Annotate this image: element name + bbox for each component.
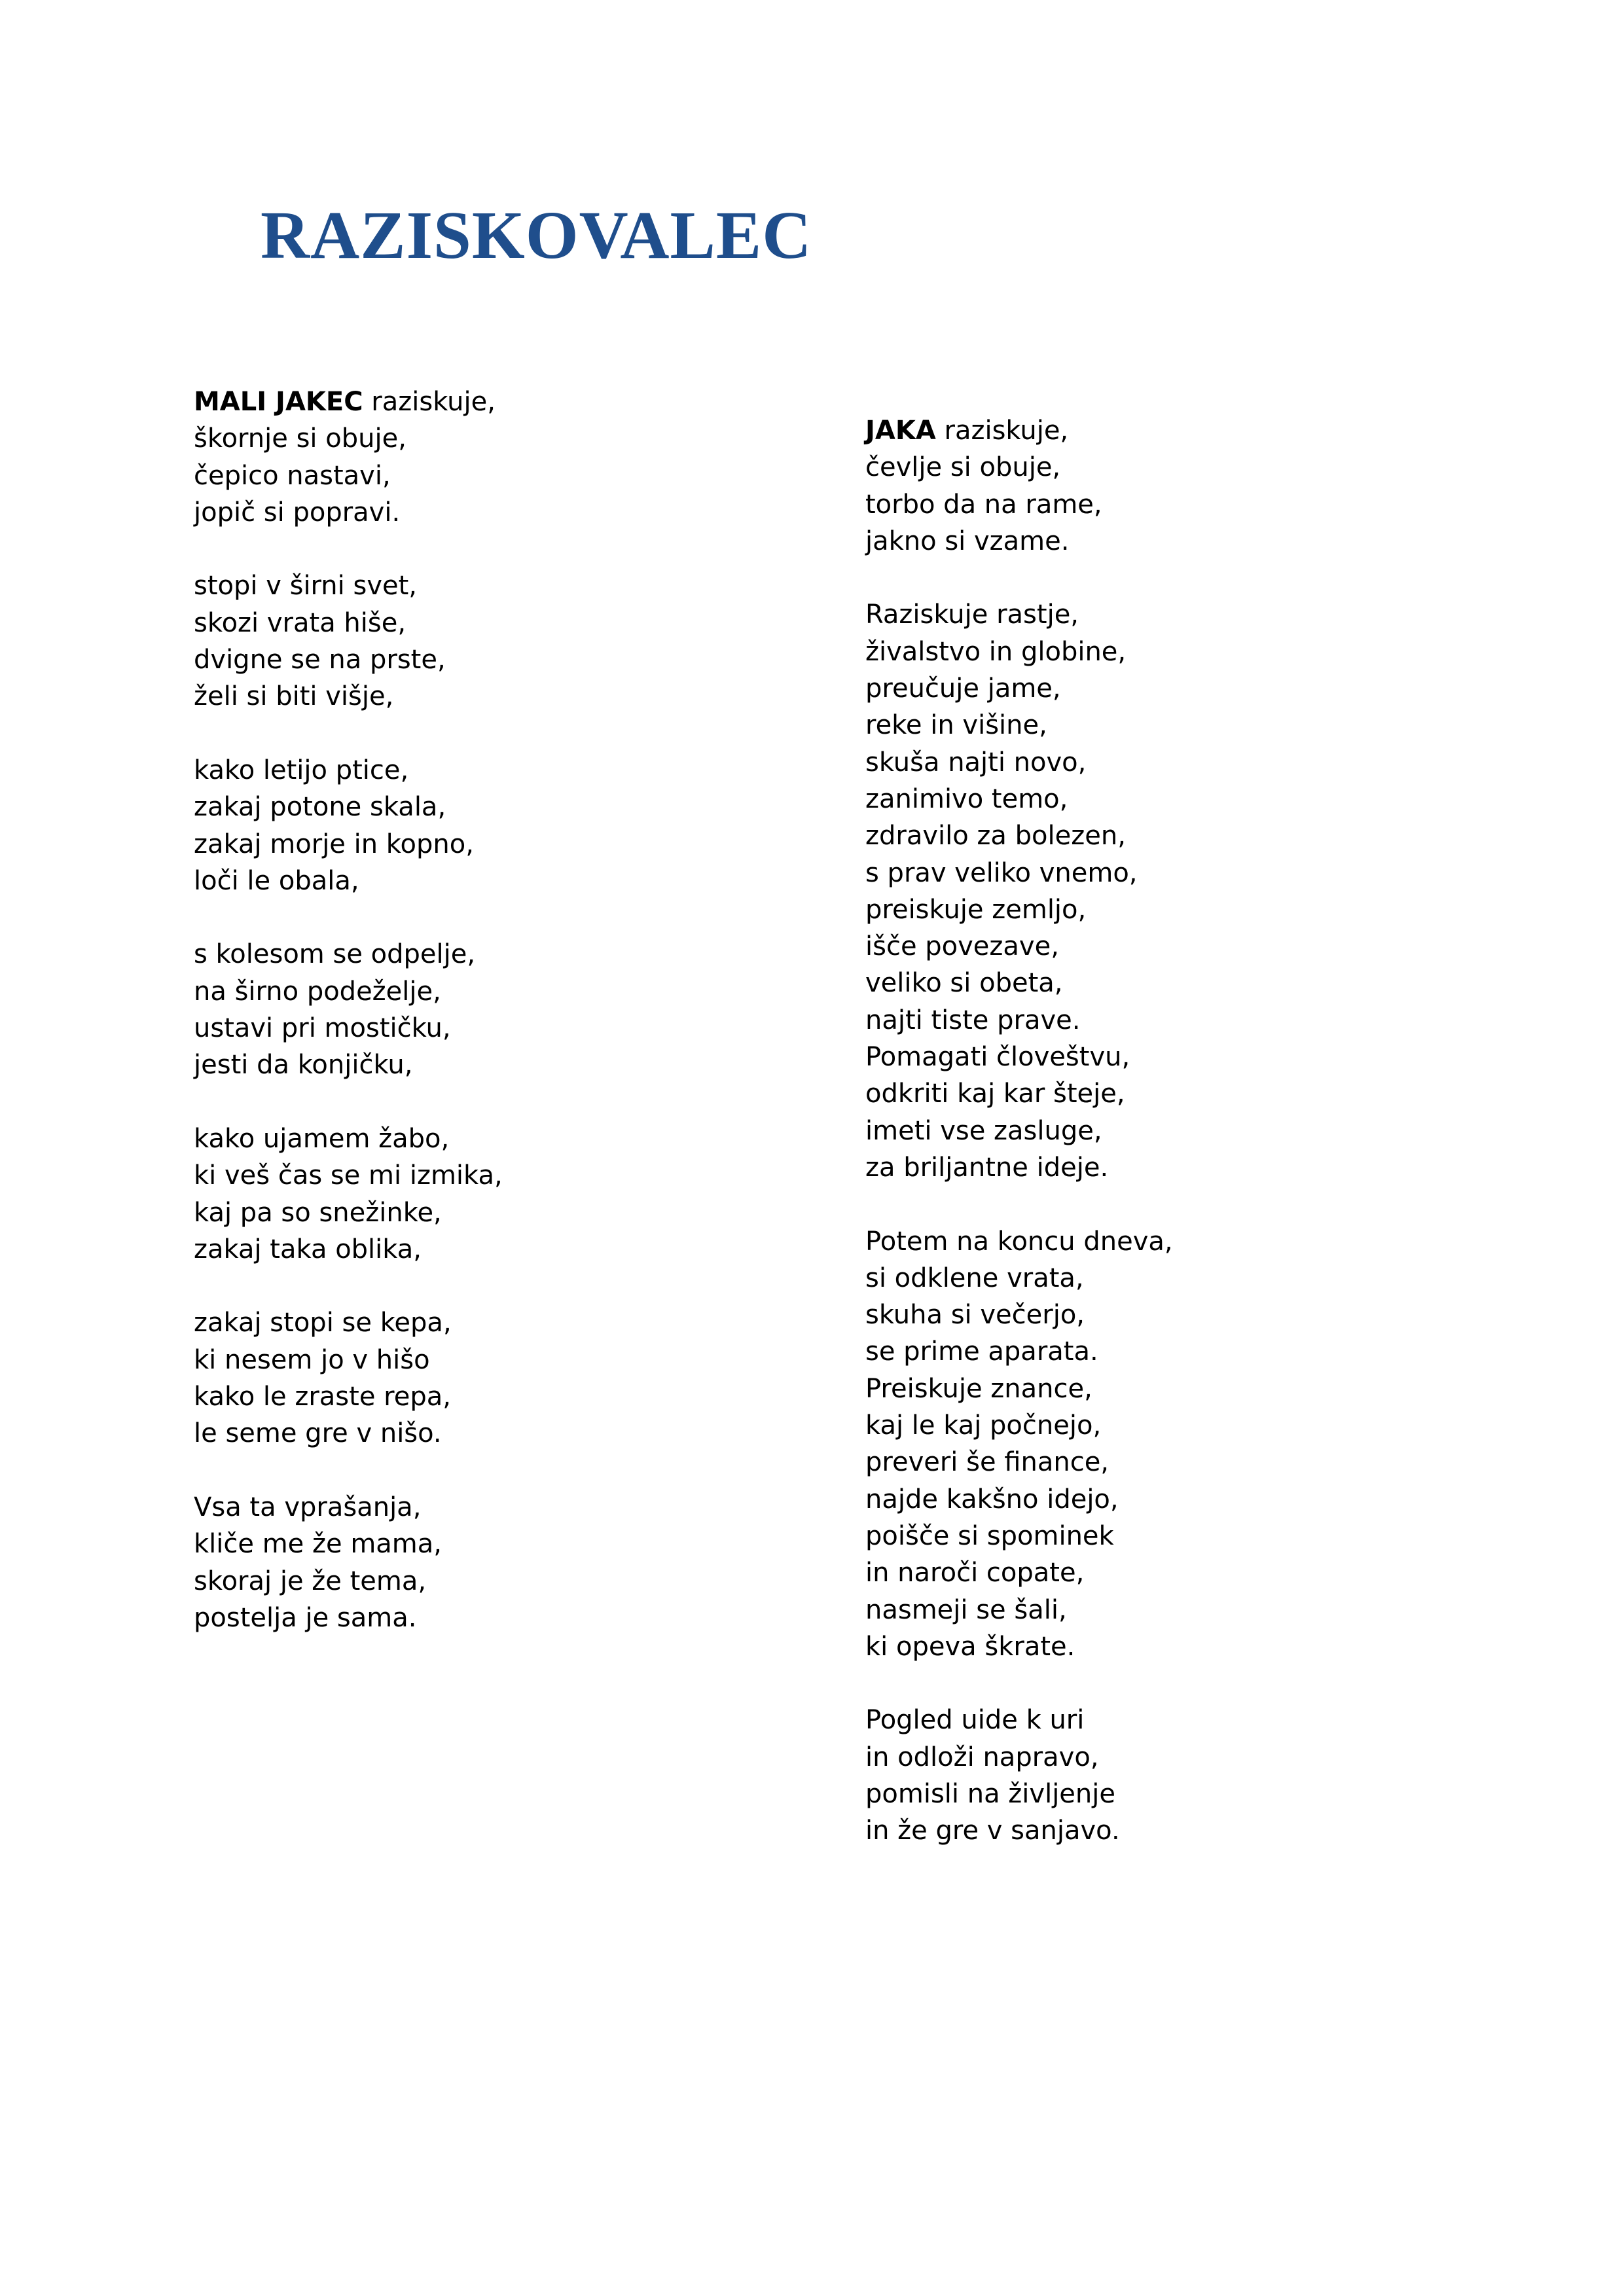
poem-line: zdravilo za bolezen,: [865, 821, 1126, 852]
stanza: [194, 567, 691, 715]
poem-line: stopi v širni svet,: [194, 571, 417, 601]
poem-line: [865, 412, 1363, 449]
poem-line: ki opeva škrate.: [865, 1631, 1075, 1662]
poem-line: reke in višine,: [865, 710, 1047, 741]
poem-line: imeti vse zasluge,: [865, 1115, 1102, 1146]
poem-line: preiskuje zemljo,: [865, 894, 1087, 925]
poem-line: skozi vrata hiše,: [194, 607, 406, 638]
poem-line: išče povezave,: [865, 931, 1059, 962]
poem-name-bold: JAKA: [865, 416, 936, 446]
poem-line: poišče si spominek: [865, 1520, 1114, 1551]
poem-line: Pogled uide k uri: [865, 1705, 1085, 1736]
poem-line: Raziskuje rastje,: [865, 600, 1079, 630]
poem-line: kliče me že mama,: [194, 1529, 442, 1560]
poem-line: le seme gre v nišo.: [194, 1418, 442, 1449]
poem-line: Preiskuje znance,: [865, 1373, 1092, 1404]
poem-line: s prav veliko vnemo,: [865, 857, 1138, 888]
poem-line: jesti da konjičku,: [194, 1050, 413, 1081]
stanza: [194, 1489, 691, 1636]
poem-line: živalstvo in globine,: [865, 636, 1127, 667]
poem-line: zakaj morje in kopno,: [194, 829, 474, 859]
poem-line: skuša najti novo,: [865, 747, 1087, 778]
poem-line: in odloži napravo,: [865, 1742, 1099, 1772]
poem-line: škornje si obuje,: [194, 423, 406, 454]
poem-line: in že gre v sanjavo.: [865, 1816, 1120, 1846]
poem-name-bold: MALI JAKEC: [194, 387, 363, 417]
poem-line: odkriti kaj kar šteje,: [865, 1079, 1125, 1109]
poem-line: ki veš čas se mi izmika,: [194, 1160, 503, 1191]
poem-line: Vsa ta vprašanja,: [194, 1492, 422, 1522]
poem-line: s kolesom se odpelje,: [194, 939, 476, 970]
poem-line: si odklene vrata,: [865, 1263, 1084, 1293]
poem-line: na širno podeželje,: [194, 976, 441, 1007]
poem-line: veliko si obeta,: [865, 968, 1063, 999]
stanza: [194, 384, 691, 531]
poem-line: in naroči copate,: [865, 1558, 1085, 1588]
poem-line: preveri še finance,: [865, 1447, 1110, 1478]
stanza: [865, 412, 1363, 560]
poem-line: kako ujamem žabo,: [194, 1123, 450, 1154]
stanza: [865, 1223, 1363, 1666]
poem-line: Potem na koncu dneva,: [865, 1226, 1173, 1257]
poem-line: zakaj taka oblika,: [194, 1234, 422, 1265]
poem-line: kako le zraste repa,: [194, 1382, 451, 1412]
poem-line-rest: raziskuje,: [935, 416, 1069, 446]
stanza: [194, 752, 691, 899]
poem-line: torbo da na rame,: [865, 489, 1102, 520]
poem-line: zakaj stopi se kepa,: [194, 1308, 452, 1338]
poem-line: najti tiste prave.: [865, 1005, 1081, 1035]
stanza: [194, 1121, 691, 1268]
poem-line: kaj le kaj počnejo,: [865, 1410, 1102, 1441]
poem-line: nasmeji se šali,: [865, 1594, 1067, 1625]
poem-line-rest: raziskuje,: [363, 387, 496, 417]
poem-line: loči le obala,: [194, 865, 359, 896]
poem-line: preučuje jame,: [865, 673, 1061, 704]
poem-line: želi si biti višje,: [194, 681, 394, 712]
poem-line: postelja je sama.: [194, 1602, 417, 1633]
poem-line: za briljantne ideje.: [865, 1152, 1109, 1183]
poem-line: zanimivo temo,: [865, 783, 1068, 814]
poem-line: čevlje si obuje,: [865, 452, 1061, 483]
poem-line: se prime aparata.: [865, 1336, 1098, 1367]
poem-line: pomisli na življenje: [865, 1778, 1115, 1809]
poem-line: najde kakšno idejo,: [865, 1484, 1119, 1515]
stanza: [194, 936, 691, 1083]
poem-line: ki nesem jo v hišo: [194, 1344, 430, 1375]
poem-line: čepico nastavi,: [194, 460, 391, 491]
poem-line: jakno si vzame.: [865, 526, 1070, 556]
stanza: [194, 1304, 691, 1452]
stanza: [865, 1702, 1363, 1849]
stanza: [865, 596, 1363, 1186]
poem-line: zakaj potone skala,: [194, 792, 446, 823]
poem-line: kaj pa so snežinke,: [194, 1197, 442, 1228]
poem-line: skuha si večerjo,: [865, 1300, 1085, 1331]
poem-title: RAZISKOVALEC: [261, 198, 812, 273]
poem-line: dvigne se na prste,: [194, 645, 446, 675]
poem-line: Pomagati človeštvu,: [865, 1042, 1130, 1073]
poem-line: [194, 384, 691, 420]
poem-line: ustavi pri mostičku,: [194, 1013, 451, 1044]
right-poem: [865, 412, 1363, 1886]
poem-line: jopič si popravi.: [194, 497, 401, 528]
poem-line: skoraj je že tema,: [194, 1566, 427, 1596]
poem-line: kako letijo ptice,: [194, 755, 409, 785]
left-poem: [194, 384, 691, 1673]
